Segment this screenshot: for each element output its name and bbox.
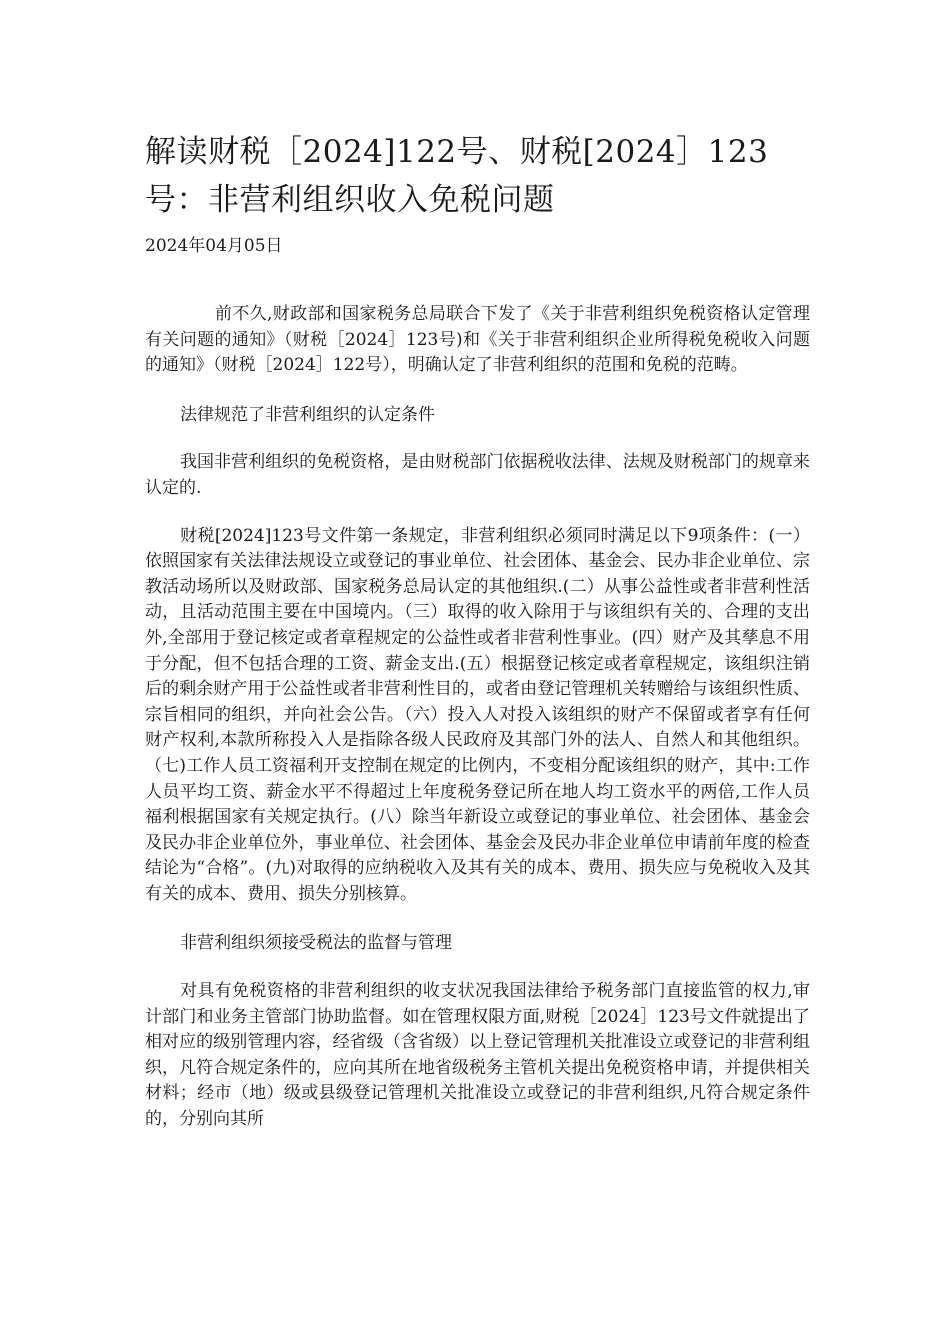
document-page <box>145 128 810 1133</box>
document-title: 解读财税［2024]122号、财税[2024］123号：非营利组织收入免税问题 <box>145 134 769 218</box>
publish-date: 2024年04月05日 <box>145 236 283 256</box>
body-paragraph-qualification: 我国非营利组织的免税资格，是由财税部门依据税收法律、法规及财税部门的规章来认定的. <box>145 452 810 498</box>
body-paragraph-conditions: 财税[2024]123号文件第一条规定，非营利组织必须同时满足以下9项条件：(一）依照国家有关法律法规设立或登记的事业单位、社会团体、基金会、民办非企业单位、宗教活动场所以及财政部、国家税务总局认定的其他组织.(二）从事公益性或者非营利性活动，且活动范围主要在中国境内。（三）取得的收入除用于与该组织有关的、合理的支出外,全部用于登记核定或者章程规定的公益性或者非营利性事业。(四）财产及其孳息不用于分配，但不包括合理的工资、薪金支出.(五）根据登记核定或者章程规定，该组织注销后的剩余财产用于公益性或者非营利性目的，或者由登记管理机关转赠给与该组织性质、宗旨相同的组织，并向社会公告。（六）投入人对投入该组织的财产不保留或者享有任何财产权利,本款所称投入人是指除各级人民政府及其部门外的法人、自然人和其他组织。（七)工作人员工资福利开支控制在规定的比例内，不变相分配该组织的财产，其中:工作人员平均工资、薪金水平不得超过上年度税务登记所在地人均工资水平的两倍,工作人员福利根据国家有关规定执行。(八）除当年新设立或登记的事业单位、社会团体、基金会及民办非企业单位外，事业单位、社会团体、基金会及民办非企业单位申请前年度的检查结论为“合格”。(九)对取得的应纳税收入及其有关的成本、费用、损失应与免税收入及其有关的成本、费用、损失分别核算。 <box>145 525 810 904</box>
body-paragraph-supervision: 对具有免税资格的非营利组织的收支状况我国法律给予税务部门直接监管的权力,审计部门和业务主管部门协助监督。如在管理权限方面,财税［2024］123号文件就提出了相对应的级别管理内容，经省级（含省级）以上登记管理机关批准设立或登记的非营利组织，凡符合规定条件的，应向其所在地省级税务主管机关提出免税资格申请，并提供相关材料；经市（地）级或县级登记管理机关批准设立或登记的非营利组织,凡符合规定条件的，分别向其所 <box>145 981 810 1130</box>
intro-paragraph: 前不久,财政部和国家税务总局联合下发了《关于非营利组织免税资格认定管理有关问题的通知》（财税［2024］123号)和《关于非营利组织企业所得税免税收入问题的通知》（财税［2024］122号），明确认定了非营利组织的范围和免税的范畴。 <box>145 304 810 376</box>
section-heading-supervision: 非营利组织须接受税法的监督与管理 <box>180 933 452 954</box>
section-heading-recognition: 法律规范了非营利组织的认定条件 <box>180 404 435 425</box>
